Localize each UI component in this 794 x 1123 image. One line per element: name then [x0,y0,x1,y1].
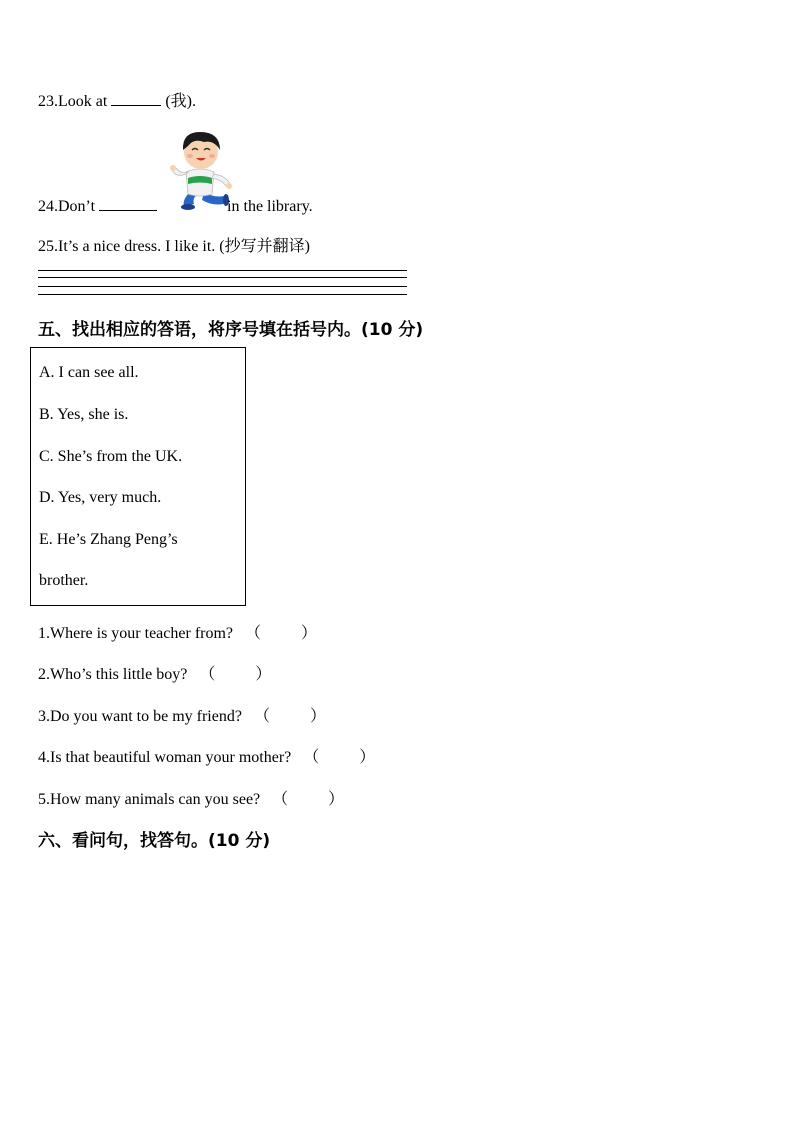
writing-line-3[interactable] [38,286,407,287]
question-23 [38,88,196,111]
answer-paren-2[interactable]: （ ） [199,666,272,683]
q23-suffix: (我). [165,93,196,110]
option-a: A. I can see all. [39,364,139,381]
s5-question-2-text: 2.Who’s this little boy? [38,666,188,683]
s5-question-5-text: 5.How many animals can you see? [38,791,261,808]
writing-line-1[interactable] [38,270,407,271]
answer-paren-1[interactable]: （ ） [245,625,318,642]
section-6-title: 六、看问句，找答句。(10 分) [38,831,271,851]
option-e-continued: brother. [39,572,89,589]
option-d: D. Yes, very much. [39,489,162,506]
writing-line-4[interactable] [38,294,407,295]
option-b: B. Yes, she is. [39,406,129,423]
question-25: 25.It’s a nice dress. I like it. (抄写并翻译) [38,238,310,255]
q23-prefix: 23.Look at [38,93,108,110]
s5-question-1-text: 1.Where is your teacher from? [38,625,234,642]
s5-question-3-text: 3.Do you want to be my friend? [38,708,242,725]
q23-answer-blank[interactable] [111,91,161,106]
s5-question-5 [38,786,344,809]
answer-options-box [30,347,246,606]
s5-question-4-text: 4.Is that beautiful woman your mother? [38,749,292,766]
s5-question-1 [38,620,317,643]
answer-paren-3[interactable]: （ ） [253,708,326,725]
s5-question-2 [38,661,271,684]
answer-paren-4[interactable]: （ ） [303,749,376,766]
answer-paren-5[interactable]: （ ） [272,791,345,808]
section-5-title: 五、找出相应的答语，将序号填在括号内。(10 分) [38,320,424,340]
option-c: C. She’s from the UK. [39,448,183,465]
s5-question-3 [38,703,326,726]
q24-prefix: 24.Don’t [38,198,96,215]
option-e: E. He’s Zhang Peng’s [39,531,178,548]
s5-question-4 [38,744,375,767]
question-24 [38,196,313,216]
q24-suffix: in the library. [227,198,313,215]
q24-answer-blank[interactable] [99,196,157,211]
writing-line-2[interactable] [38,277,407,278]
